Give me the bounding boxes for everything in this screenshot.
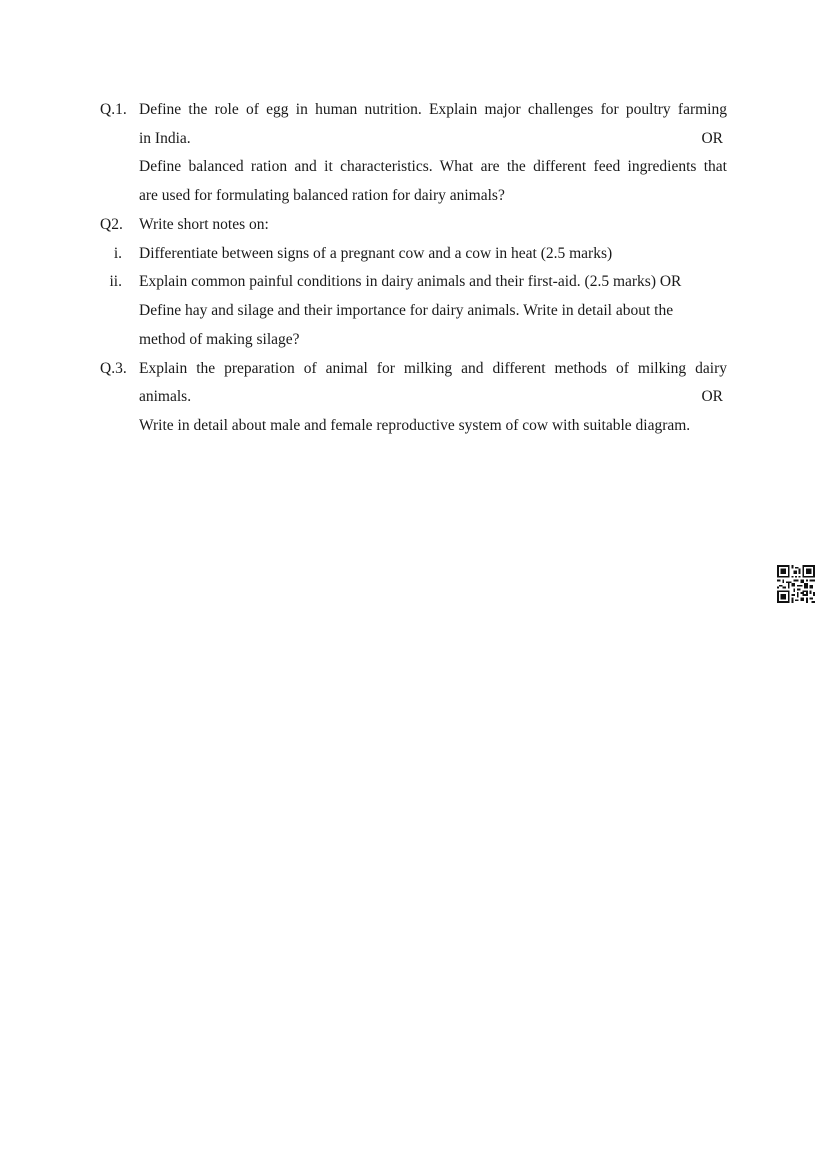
q2-item-2-marker: ii. [109,273,122,290]
q3-number: Q.3. [100,360,127,377]
q2-alt-line-1: Define hay and silage and their importance for dairy animals. Write in detail about the [139,302,674,319]
qr-code-icon [777,565,815,603]
q2-item-2-text: Explain common painful conditions in dairy animals and their first-aid. (2.5 marks) OR [139,273,682,290]
q2-number: Q2. [100,216,123,233]
q2-item-1-marker: i. [113,245,122,262]
q1-line-1: Define the role of egg in human nutrition. Explain major challenges for poultry farming [139,101,727,118]
q3-line-1: Explain the preparation of animal for milking and different methods of milking dairy [139,360,727,377]
q2-heading: Write short notes on: [139,216,269,233]
q1-or-label: OR [701,130,723,147]
q2-alt-line-2: method of making silage? [139,331,300,348]
q1-line-3: Define balanced ration and it characteristics. What are the different feed ingredients that [139,158,727,175]
q3-or-label: OR [701,388,723,405]
q3-line-2: animals. [139,388,192,405]
q1-line-4: are used for formulating balanced ration for dairy animals? [139,187,505,204]
q1-number: Q.1. [100,101,127,118]
q1-line-2: in India. [139,130,191,147]
q3-line-3: Write in detail about male and female reproductive system of cow with suitable diagram. [139,417,691,434]
q2-item-1-text: Differentiate between signs of a pregnant cow and a cow in heat (2.5 marks) [139,245,613,262]
